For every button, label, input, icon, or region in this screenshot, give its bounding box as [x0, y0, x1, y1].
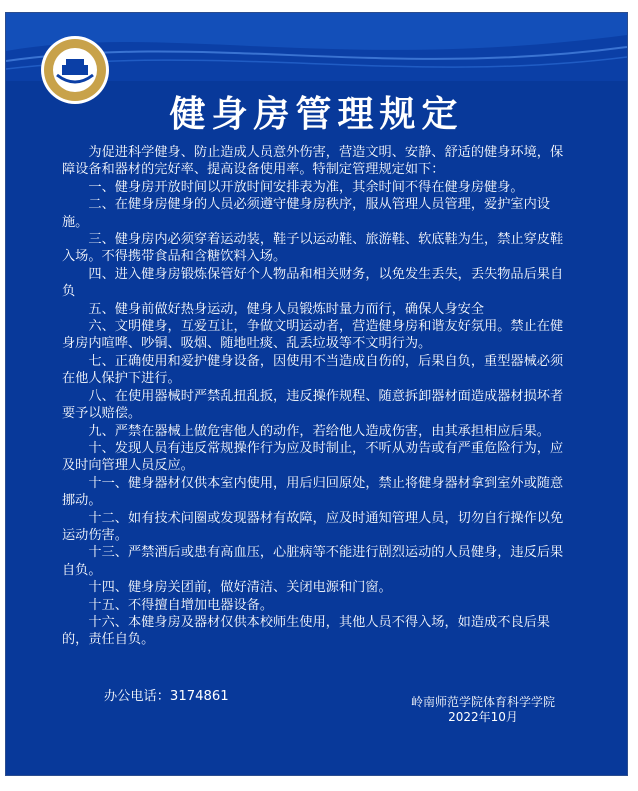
office-phone: 办公电话：3174861: [104, 689, 229, 704]
issuing-organization: 岭南师范学院体育科学学院: [410, 695, 555, 709]
rule-11: 十一、健身器材仅供本室内使用，用后归回原处，禁止将健身器材拿到室外或随意挪动。: [62, 475, 564, 509]
issue-date: 2022年10月: [448, 710, 518, 724]
rule-1: 一、健身房开放时间以开放时间安排表为准，其余时间不得在健身房健身。: [88, 179, 524, 195]
rule-2: 二、在健身房健身的人员必须遵守健身房秩序，服从管理人员管理，爱护室内设施。: [62, 197, 550, 230]
signature-block: [390, 695, 576, 725]
document-title: 健身房管理规定: [169, 94, 464, 135]
rule-10: 十、发现人员有违反常规操作行为应及时制止，不听从劝告或有严重危险行为，应及时向管理人员反应。: [62, 440, 564, 474]
rule-7: 七、正确使用和爱护健身设备，因使用不当造成自伤的，后果自负，重型器械必须在他人保护下进行。: [62, 353, 564, 387]
rule-5: 五、健身前做好热身运动，健身人员锻炼时量力而行，确保人身安全: [88, 301, 485, 317]
rule-14: 十四、健身房关团前，做好清洁、关闭电源和门窗。: [88, 580, 392, 596]
rule-16: 十六、本健身房及器材仅供本校师生使用，其他人员不得入场，如造成不良后果的，责任自负。: [62, 614, 550, 648]
rule-15: 十五、不得擅自增加电器设备。: [88, 597, 274, 613]
rule-6: 六、文明健身，互爱互让，争做文明运动者，营造健身房和谐友好氛用。禁止在健身房内喧哗、吵铜、吸烟、随地吐痰、乱丢垃圾等不文明行为。: [62, 319, 564, 352]
rule-12: 十二、如有技术问圈或发现器材有故障，应及时通知管理人员，切勿自行操作以免运动伤害。: [62, 510, 564, 543]
intro-paragraph: 为促进科学健身、防止造成人员意外伤害，营造文明、安静、舒适的健身环境，保障设备和器材的完好率、提高设备使用率。特制定管理规定如下：: [62, 145, 564, 178]
rule-8: 八、在使用器械时严禁乱扭乱扳，违反操作规程、随意拆卸器材面造成器材损坏者要予以赔偿。: [62, 388, 564, 422]
rule-13: 十三、严禁酒后或患有高血压，心脏病等不能进行剧烈运动的人员健身，违反后果自负。: [62, 545, 564, 578]
rule-9: 九、严禁在器械上做危害他人的动作，若给他人造成伤害，由其承担相应后果。: [88, 423, 550, 439]
rule-3: 三、健身房内必须穿着运动装，鞋子以运动鞋、旅游鞋、软底鞋为生，禁止穿皮鞋入场。不得携带食品和含糖饮料入场。: [62, 232, 564, 265]
notice-poster: [5, 12, 628, 776]
rules-body: [62, 144, 572, 649]
rule-4: 四、进入健身房锻炼保管好个人物品和相关财务，以免发生丢失，丢失物品后果自负: [62, 266, 564, 300]
